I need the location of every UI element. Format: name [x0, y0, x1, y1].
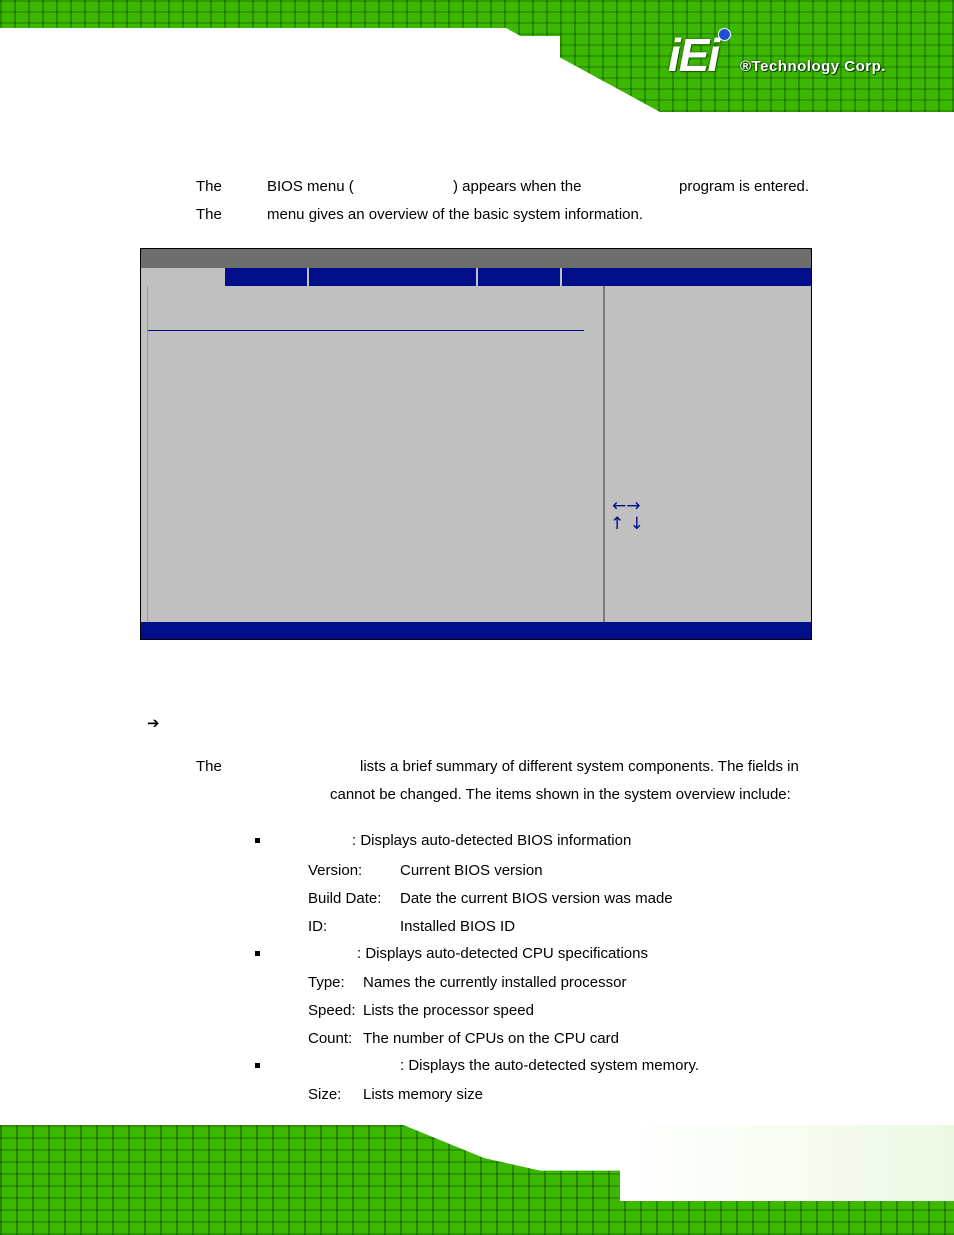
up-down-arrow-icon: ↑ ↓ [610, 514, 644, 534]
bios-main-menu-figure [140, 248, 812, 640]
bios-tab-3[interactable] [309, 268, 478, 286]
logo-corp-text: ®Technology Corp. [740, 58, 886, 75]
sub-value: The number of CPUs on the CPU card [363, 1030, 619, 1047]
arrow-bullet-icon: ➔ [147, 714, 160, 732]
item-bios-desc: : Displays auto-detected BIOS information [352, 832, 632, 849]
sub-value: Current BIOS version [400, 862, 543, 879]
intro-line2-menu: menu gives an overview of the basic system information. [267, 206, 644, 223]
bios-tab-2[interactable] [225, 268, 309, 286]
intro-line1-program: program is entered. [679, 178, 810, 195]
sub-label: Build Date: [308, 890, 382, 907]
intro-line1-bios-menu: BIOS menu ( [267, 178, 354, 195]
sub-label: Count: [308, 1030, 353, 1047]
bios-help-pane [605, 286, 811, 622]
logo-iei-text: iEi [668, 29, 719, 81]
sub-label: Speed: [308, 1002, 356, 1019]
company-logo [668, 28, 950, 80]
logo-dot-icon [718, 28, 731, 41]
sub-value: Names the currently installed processor [363, 974, 627, 991]
bios-settings-pane [147, 286, 604, 622]
overview-line1: lists a brief summary of different system components. The fields in [360, 758, 799, 775]
bios-tab-main[interactable] [141, 268, 225, 286]
sub-value: Installed BIOS ID [400, 918, 516, 935]
bullet-icon [255, 838, 260, 843]
intro-line2-word-the: The [196, 206, 222, 223]
footer-pale-area [620, 1125, 954, 1201]
overview-line2: cannot be changed. The items shown in the system overview include: [330, 786, 791, 803]
intro-line1-appears: ) appears when the [453, 178, 582, 195]
bios-tab-bar [141, 268, 811, 286]
overview-word-the: The [196, 758, 222, 775]
sub-value: Date the current BIOS version was made [400, 890, 673, 907]
header-swoosh [0, 28, 660, 112]
footer-banner [0, 1125, 954, 1235]
item-cpu-desc: : Displays auto-detected CPU specifications [357, 945, 648, 962]
bios-separator-line [148, 330, 584, 331]
sub-label: Type: [308, 974, 345, 991]
bios-tab-5[interactable] [562, 268, 811, 286]
sub-value: Lists memory size [363, 1086, 484, 1103]
sub-label: Size: [308, 1086, 342, 1103]
sub-label: Version: [308, 862, 363, 879]
left-right-arrow-icon: ←→ [612, 496, 641, 516]
bios-tab-4[interactable] [478, 268, 562, 286]
bios-title-bar [141, 249, 811, 268]
intro-line1-word-the: The [196, 178, 222, 195]
bullet-icon [255, 1063, 260, 1068]
bullet-icon [255, 951, 260, 956]
sub-value: Lists the processor speed [363, 1002, 534, 1019]
header-banner [0, 0, 954, 112]
bios-status-bar [141, 622, 811, 639]
sub-label: ID: [308, 918, 328, 935]
item-memory-desc: : Displays the auto-detected system memory. [400, 1057, 700, 1074]
